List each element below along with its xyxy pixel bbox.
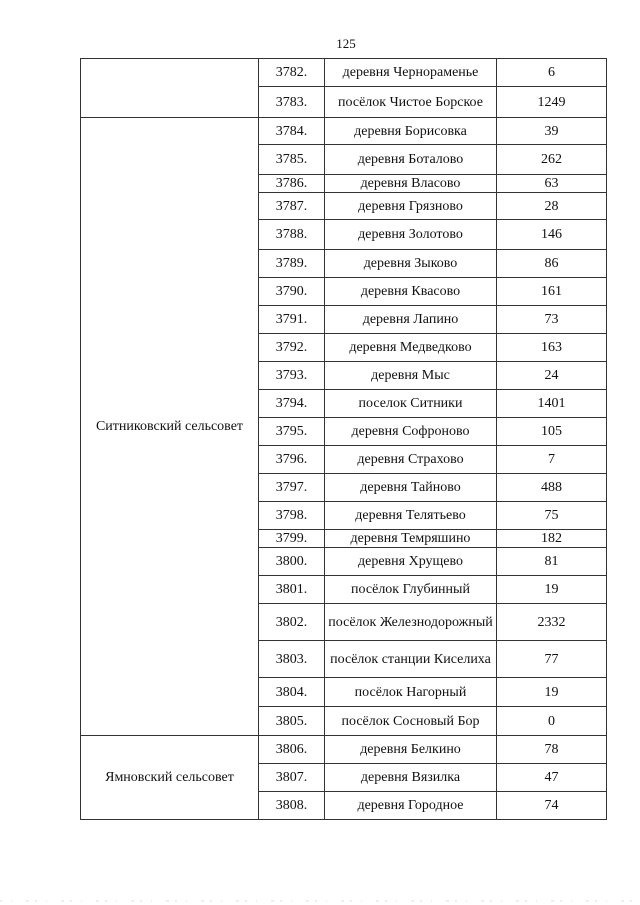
population-cell: 182 xyxy=(497,530,607,548)
population-cell: 24 xyxy=(497,362,607,390)
number-cell: 3803. xyxy=(259,641,325,678)
settlement-name-cell: деревня Борисовка xyxy=(325,118,497,145)
population-cell: 75 xyxy=(497,502,607,530)
settlement-name-cell: деревня Темряшино xyxy=(325,530,497,548)
population-cell: 47 xyxy=(497,764,607,792)
population-cell: 0 xyxy=(497,707,607,736)
settlement-name-cell: деревня Вязилка xyxy=(325,764,497,792)
number-cell: 3799. xyxy=(259,530,325,548)
settlement-table xyxy=(80,58,607,820)
population-cell: 73 xyxy=(497,306,607,334)
number-cell: 3784. xyxy=(259,118,325,145)
number-cell: 3789. xyxy=(259,250,325,278)
settlement-name-cell: деревня Тайново xyxy=(325,474,497,502)
settlement-name-cell: деревня Грязново xyxy=(325,193,497,220)
population-cell: 105 xyxy=(497,418,607,446)
number-cell: 3796. xyxy=(259,446,325,474)
population-cell: 74 xyxy=(497,792,607,820)
settlement-name-cell: поселок Ситники xyxy=(325,390,497,418)
settlement-name-cell: посёлок Нагорный xyxy=(325,678,497,707)
settlement-name-cell: деревня Городное xyxy=(325,792,497,820)
population-cell: 63 xyxy=(497,175,607,193)
settlement-name-cell: деревня Чернораменье xyxy=(325,59,497,87)
settlement-name-cell: посёлок Чистое Борское xyxy=(325,87,497,118)
number-cell: 3797. xyxy=(259,474,325,502)
number-cell: 3804. xyxy=(259,678,325,707)
population-cell: 1401 xyxy=(497,390,607,418)
number-cell: 3785. xyxy=(259,145,325,175)
number-cell: 3791. xyxy=(259,306,325,334)
settlement-name-cell: деревня Боталово xyxy=(325,145,497,175)
population-cell: 19 xyxy=(497,678,607,707)
population-cell: 6 xyxy=(497,59,607,87)
population-cell: 262 xyxy=(497,145,607,175)
page-number: 125 xyxy=(336,36,356,51)
population-cell: 77 xyxy=(497,641,607,678)
population-cell: 163 xyxy=(497,334,607,362)
number-cell: 3788. xyxy=(259,220,325,250)
settlement-name-cell: посёлок станции Киселиха xyxy=(325,641,497,678)
number-cell: 3782. xyxy=(259,59,325,87)
number-cell: 3786. xyxy=(259,175,325,193)
settlement-name-cell: деревня Квасово xyxy=(325,278,497,306)
population-cell: 2332 xyxy=(497,604,607,641)
number-cell: 3801. xyxy=(259,576,325,604)
number-cell: 3794. xyxy=(259,390,325,418)
settlement-name-cell: деревня Телятьево xyxy=(325,502,497,530)
population-cell: 161 xyxy=(497,278,607,306)
settlement-name-cell: посёлок Сосновый Бор xyxy=(325,707,497,736)
population-cell: 28 xyxy=(497,193,607,220)
number-cell: 3802. xyxy=(259,604,325,641)
number-cell: 3783. xyxy=(259,87,325,118)
table-row xyxy=(81,59,607,87)
table-row xyxy=(81,736,607,764)
settlement-name-cell: деревня Лапино xyxy=(325,306,497,334)
number-cell: 3798. xyxy=(259,502,325,530)
council-cell: Ямновский сельсовет xyxy=(81,736,259,820)
council-cell xyxy=(81,59,259,118)
number-cell: 3792. xyxy=(259,334,325,362)
settlement-name-cell: деревня Софроново xyxy=(325,418,497,446)
number-cell: 3808. xyxy=(259,792,325,820)
settlement-name-cell: посёлок Глубинный xyxy=(325,576,497,604)
population-cell: 86 xyxy=(497,250,607,278)
population-cell: 19 xyxy=(497,576,607,604)
settlement-name-cell: деревня Белкино xyxy=(325,736,497,764)
population-cell: 81 xyxy=(497,548,607,576)
number-cell: 3787. xyxy=(259,193,325,220)
population-cell: 488 xyxy=(497,474,607,502)
population-cell: 39 xyxy=(497,118,607,145)
number-cell: 3793. xyxy=(259,362,325,390)
number-cell: 3806. xyxy=(259,736,325,764)
number-cell: 3800. xyxy=(259,548,325,576)
settlement-name-cell: деревня Страхово xyxy=(325,446,497,474)
settlement-name-cell: деревня Золотово xyxy=(325,220,497,250)
number-cell: 3807. xyxy=(259,764,325,792)
table-row xyxy=(81,118,607,145)
settlement-name-cell: посёлок Железнодорожный xyxy=(325,604,497,641)
settlement-name-cell: деревня Мыс xyxy=(325,362,497,390)
settlement-table-body xyxy=(81,59,607,820)
settlement-name-cell: деревня Медведково xyxy=(325,334,497,362)
population-cell: 1249 xyxy=(497,87,607,118)
settlement-name-cell: деревня Власово xyxy=(325,175,497,193)
population-cell: 78 xyxy=(497,736,607,764)
population-cell: 7 xyxy=(497,446,607,474)
number-cell: 3795. xyxy=(259,418,325,446)
number-cell: 3805. xyxy=(259,707,325,736)
scan-artifact-strip xyxy=(0,899,640,903)
population-cell: 146 xyxy=(497,220,607,250)
council-cell: Ситниковский сельсовет xyxy=(81,118,259,736)
number-cell: 3790. xyxy=(259,278,325,306)
settlement-name-cell: деревня Хрущево xyxy=(325,548,497,576)
settlement-name-cell: деревня Зыково xyxy=(325,250,497,278)
